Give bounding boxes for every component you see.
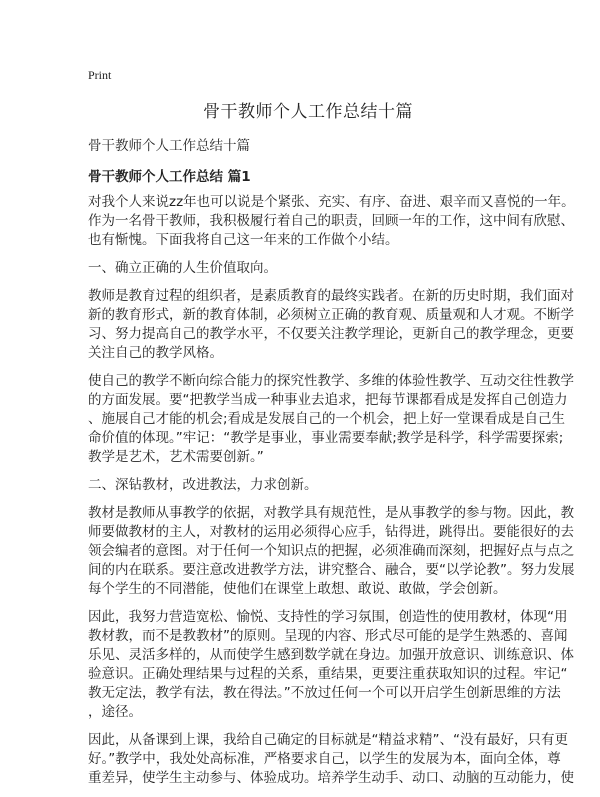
paragraph-line: 因此，从备课到上课，我给自己确定的目标就是“精益求精”、“没有最好，只有更 <box>88 732 568 748</box>
paragraph <box>88 193 575 250</box>
paragraph <box>88 608 574 722</box>
paragraph-line: 每个学生的不同潜能，使他们在课堂上敢想、敢说、敢做，学会创新。 <box>88 581 507 597</box>
paragraph-line: 教材是教师从事教学的依据，对教学具有规范性，是从事教学的参与物。因此，教 <box>88 505 574 521</box>
paragraph-line: 一、确立正确的人生价值取向。 <box>88 260 277 276</box>
paragraph-line: 、施展自己才能的机会;看成是发展自己的一个机会，把上好一堂课看成是自己生 <box>88 411 566 427</box>
paragraph <box>88 287 574 363</box>
paragraph-line: 也有惭愧。下面我将自己这一年来的工作做个小结。 <box>88 232 399 248</box>
paragraph-line: 教学是艺术，艺术需要创新。” <box>88 449 264 465</box>
paragraph-line: 命价值的体现。”牢记：“教学是事业，事业需要奉献;教学是科学，科学需要探索; <box>88 430 564 446</box>
paragraph-line: 验意识。正确处理结果与过程的关系，重结果，更要注重获取知识的过程。牢记“ <box>88 666 568 682</box>
paragraph-line: 习、努力提高自己的教学水平，不仅要关注教学理论，更新自己的教学理念，更要 <box>88 326 574 342</box>
paragraph-line: 教师是教育过程的组织者，是素质教育的最终实践者。在新的历史时期，我们面对 <box>88 288 574 304</box>
paragraph-line: 师要做教材的主人，对教材的运用必须得心应手，钻得进，跳得出。要能很好的去 <box>88 524 574 540</box>
paragraph-line: 因此，我努力营造宽松、愉悦、支持性的学习氛围，创造性的使用教材，体现“用 <box>88 609 568 625</box>
paragraph <box>88 731 574 788</box>
paragraph-line: 的方面发展。要“把教学当成一种事业去追求，把每节课都看成是发挥自己创造力 <box>88 392 568 408</box>
paragraph-line: 教无定法，教学有法，教在得法。”不放过任何一个可以开启学生创新思维的方法 <box>88 685 561 701</box>
paragraph-line: 间的内在联系。要注意改进教学方法，讲究整合、融合，要“以学论教”。努力发展 <box>88 562 575 578</box>
paragraph-line: 对我个人来说zz年也可以说是个紧张、充实、有序、奋进、艰辛而又喜悦的一年。 <box>88 194 575 210</box>
paragraph <box>88 476 528 495</box>
paragraph-line: ，途径。 <box>88 704 142 720</box>
paragraph-line: 教材教，而不是教教材”的原则。呈现的内容、形式尽可能的是学生熟悉的、喜闻 <box>88 628 568 644</box>
paragraph-line: 重差异，使学生主动参与、体验成功。培养学生动手、动口、动脑的互动能力，使 <box>88 770 574 786</box>
paragraph-line: 乐见、灵活多样的，从而使学生感到数学就在身边。加强开放意识、训练意识、体 <box>88 647 574 663</box>
document-subtitle: 骨干教师个人工作总结十篇 <box>88 138 250 154</box>
section-heading: 骨干教师个人工作总结 篇1 <box>88 169 251 185</box>
paragraph-line: 关注自己的教学风格。 <box>88 345 223 361</box>
document-body <box>88 193 575 788</box>
paragraph <box>88 504 575 599</box>
document-page <box>88 68 575 797</box>
document-title: 骨干教师个人工作总结十篇 <box>203 102 413 122</box>
paragraph-line: 好。”教学中，我处处高标准，严格要求自己，以学生的发展为本，面向全体，尊 <box>88 751 561 767</box>
paragraph-line: 作为一名骨干教师，我积极履行着自己的职责，回顾一年的工作，这中间有欣慰、 <box>88 213 574 229</box>
paragraph-line: 新的教育形式，新的教育体制，必须树立正确的教育观、质量观和人才观。不断学 <box>88 307 574 323</box>
paragraph-line: 领会编者的意图。对于任何一个知识点的把握，必须准确而深刻，把握好点与点之 <box>88 543 574 559</box>
paragraph-line: 使自己的教学不断向综合能力的探究性教学、多维的体验性教学、互动交往性教学 <box>88 373 574 389</box>
paragraph-line: 二、深钻教材，改进教法，力求创新。 <box>88 477 318 493</box>
print-label[interactable]: Print <box>88 68 112 82</box>
paragraph <box>88 259 528 278</box>
paragraph <box>88 372 574 467</box>
